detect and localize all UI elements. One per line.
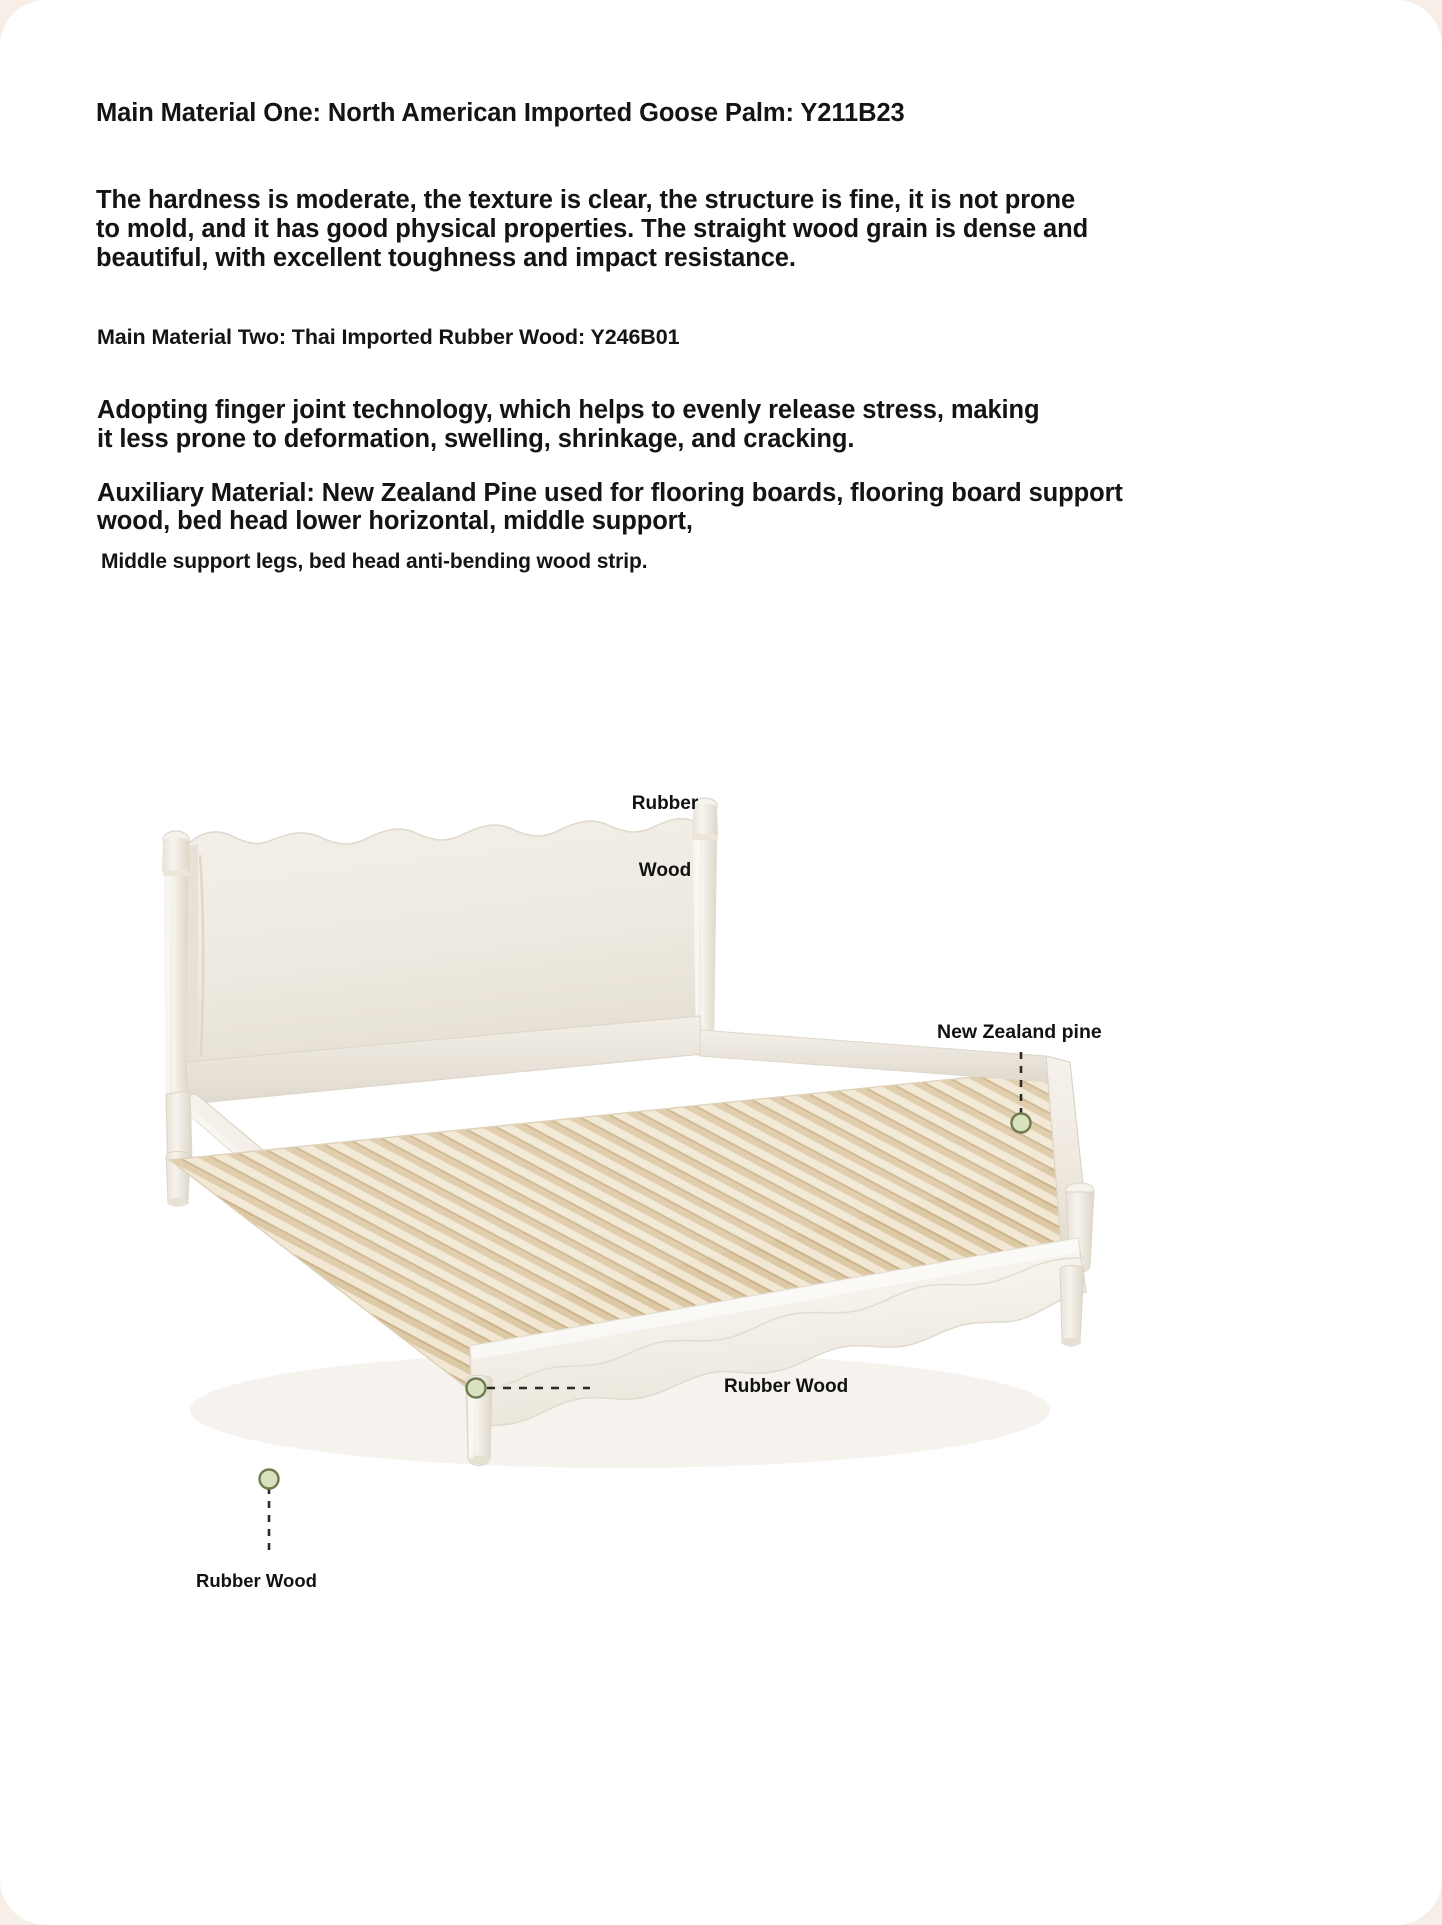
paragraph-main-material-two-line1: Adopting finger joint technology, which helps to evenly release stress, making [97,396,1040,424]
paragraph-main-material-two-line2: it less prone to deformation, swelling, shrinkage, and cracking. [97,425,855,453]
callout-label-new-zealand-pine: New Zealand pine [937,1021,1102,1043]
bed-diagram [0,690,1442,1925]
paragraph-main-material-one-line3: beautiful, with excellent toughness and impact resistance. [96,244,796,272]
heading-auxiliary-material-line2: wood, bed head lower horizontal, middle support, [97,507,693,535]
callout-label-rubber-wood-left: Rubber Wood [196,1570,317,1591]
heading-main-material-two: Main Material Two: Thai Imported Rubber Wood: Y246B01 [97,325,680,349]
heading-main-material-one: Main Material One: North American Imported Goose Palm: Y211B23 [96,99,905,127]
paragraph-main-material-one-line1: The hardness is moderate, the texture is clear, the structure is fine, it is not prone [96,186,1076,214]
callout-rubber-wood-top-line2: Wood [638,860,692,882]
callout-rubber-wood-top-line1: Rubber [631,792,699,814]
marker-rubber-wood-foot [467,1379,486,1398]
callout-label-rubber-wood-top [575,748,755,927]
paragraph-main-material-one-line2: to mold, and it has good physical properties. The straight wood grain is dense and [96,215,1089,243]
marker-rubber-wood-left [260,1470,279,1489]
marker-new-zealand-pine [1012,1114,1031,1133]
paragraph-auxiliary-material: Middle support legs, bed head anti-bending wood strip. [101,550,648,573]
callout-label-rubber-wood-foot: Rubber Wood [724,1376,849,1397]
foot-right-leg [1060,1266,1084,1347]
heading-auxiliary-material-line1: Auxiliary Material: New Zealand Pine used for flooring boards, flooring board support [97,479,1123,507]
